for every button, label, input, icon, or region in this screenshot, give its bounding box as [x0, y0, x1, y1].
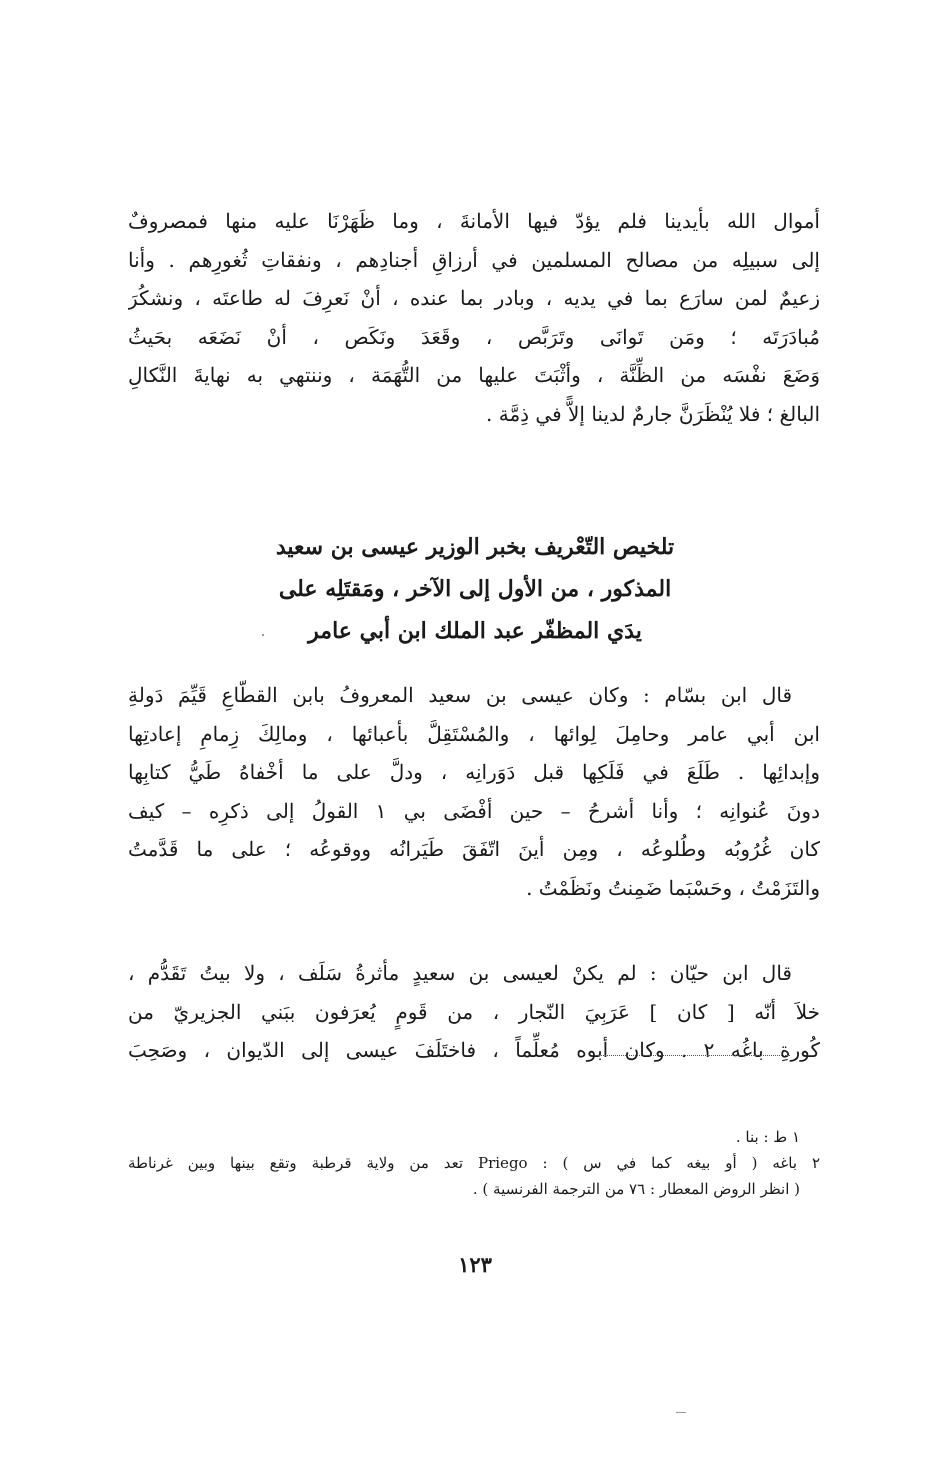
footnote-separator: [598, 1055, 790, 1056]
text-line: كان غُرُوبُه وطُلوعُه ، ومِن أينَ اتّفَقَ طَيَرانُه ووقوعُه ؛ على ما قَدَّمتُ: [128, 837, 820, 861]
paragraph-ibn-bassam: [128, 676, 820, 907]
paragraph-ibn-hayyan: [128, 954, 820, 1070]
text-line: دونَ عُنوانِه ؛ وأنا أشرحُ – حين أفْضَى بي ١ القولُ إلى ذكرِه – كيف: [128, 798, 820, 823]
text-line: أموال الله بأيدينا فلم يؤدّ فيها الأمانةَ ، وما ظَهَرْنَا عليه منها فمصروفٌ: [128, 209, 820, 233]
text-line: والتَزَمْتُ ، وحَسْبَما ضَمِنتُ ونَظَمْتُ .: [526, 875, 820, 900]
heading-line: يدَي المظفّر عبد الملك ابن أبي عامر: [308, 618, 642, 644]
text-line: زعيمٌ لمن سارَع بما في يديه ، وبادر بما عنده ، أنْ نَعرِفَ له طاعتَه ، ونشكُرَ: [128, 286, 820, 310]
text-line: قال ابن بسّام : وكان عيسى بن سعيد المعروفُ بابن القطّاعِ قَيِّمَ دَولةِ: [128, 683, 792, 707]
scan-speck: [676, 1412, 686, 1413]
page-number: ١٢٣: [458, 1252, 492, 1277]
section-heading: [180, 526, 770, 652]
text-line: إلى سبيلِه من مصالح المسلمين في أرزاقِ أجنادِهم ، ونفقاتِ ثُغورِهم . وأنا: [128, 247, 820, 272]
text-line: قال ابن حيّان : لم يكنْ لعيسى بن سعيدٍ مأثرةُ سَلَف ، ولا بيتُ تَقَدُّم ،: [128, 961, 792, 985]
scan-speck: [262, 634, 264, 636]
footnote-1: ١ ط : بنا .: [735, 1128, 800, 1146]
heading-line: تلخيص التّعْريف بخبر الوزير عيسى بن سعيد: [275, 534, 675, 560]
heading-line: المذكور ، من الأول إلى الآخر ، ومَقتَلِه على: [278, 576, 672, 602]
footnote-2-continuation: ( انظر الروض المعطار : ٧٦ من الترجمة الفرنسية ) .: [472, 1180, 800, 1198]
footnote-2: ٢ باغه ( أو بيغه كما في س ) : Priego تعد من ولاية قرطبة وتقع بينها وبين غرناطة: [128, 1154, 821, 1172]
text-line: كُورةِ باغُه ٢ . وكان أبوه مُعلِّماً ، فاختَلَفَ عيسى إلى الدّيوان ، وصَحِبَ: [128, 1038, 820, 1062]
text-line: ابن أبي عامر وحامِلَ لِوائها ، والمُسْتَقِلَّ بأعبائها ، ومالِكَ زِمامِ إعادتِها: [128, 721, 820, 746]
text-line: وإبدائِها . طَلَعَ في فَلَكِها قبل دَوَرانِه ، ودلَّ على ما أخْفاهُ طَيُّ كتابِها: [128, 760, 820, 784]
text-line: البالغ ؛ فلا يُنْظَرَنَّ جارمٌ لدينا إلاًّ في ذِمَّة .: [486, 401, 820, 426]
text-line: خلاَ أنّه [ كان ] عَرَبِيَ النّجار ، من قَومٍ يُعرَفون ببَني الجزيريّ من: [128, 999, 820, 1024]
text-line: مُبادَرَتَه ؛ ومَن تَوانَى وتَرَبَّص ، وقَعَدَ ونَكَص ، أنْ نَضَعَه بحَيثُ: [128, 324, 820, 349]
text-line: وَضَعَ نفْسَه من الظِّنَّة ، وأثْبَتَ عليها من التُّهَمَة ، وننتهي به نهايةَ النَّكالِ: [128, 363, 820, 387]
footnotes: [128, 1124, 820, 1202]
paragraph-continuation: [128, 202, 820, 433]
